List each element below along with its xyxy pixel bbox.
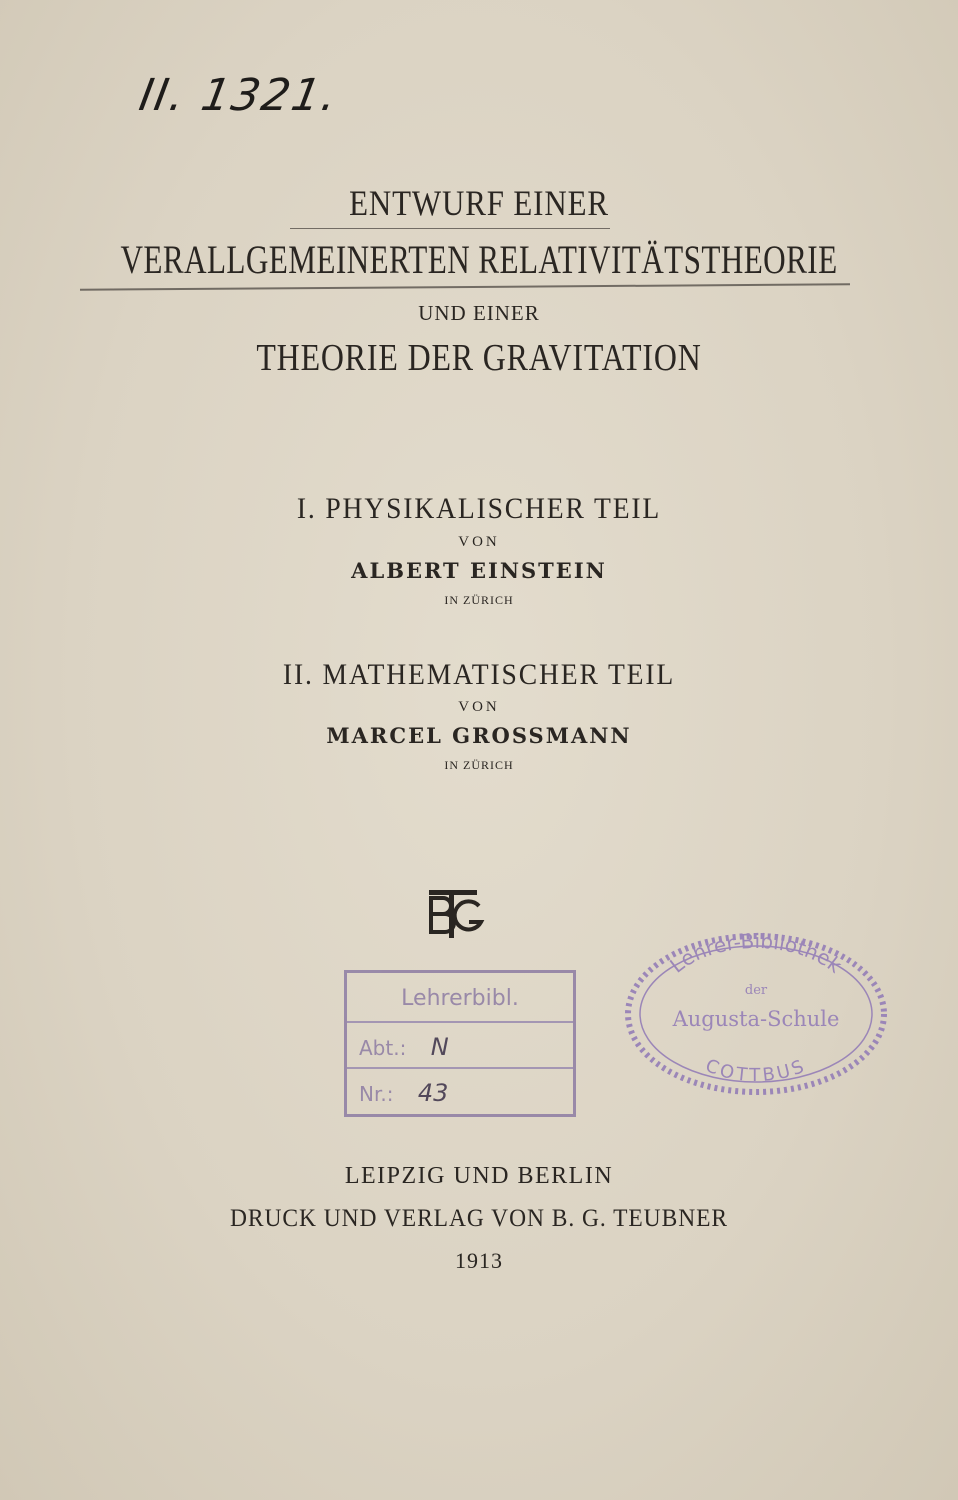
title-line-2: VERALLGEMEINERTEN RELATIVITÄTSTHEORIE bbox=[120, 237, 838, 282]
part-1-author: ALBERT EINSTEIN bbox=[351, 558, 607, 583]
pencil-underline-2 bbox=[80, 283, 850, 290]
part-1-heading: I. PHYSIKALISCHER TEIL bbox=[296, 492, 662, 525]
pencil-underline-1 bbox=[290, 228, 610, 229]
stamp-bottom-text: COTTBUS bbox=[702, 1055, 810, 1087]
title-line-4: THEORIE DER GRAVITATION bbox=[256, 337, 702, 379]
part-1-von: VON bbox=[458, 534, 500, 550]
part-2-von: VON bbox=[458, 699, 500, 715]
library-stamp-title: Lehrerbibl. bbox=[347, 973, 573, 1023]
publisher-imprint: DRUCK UND VERLAG VON B. G. TEUBNER bbox=[229, 1205, 729, 1232]
publication-year: 1913 bbox=[455, 1248, 503, 1273]
nr-value: 43 bbox=[417, 1079, 449, 1107]
title-line-3: UND EINER bbox=[418, 301, 540, 325]
part-2-location: IN ZÜRICH bbox=[444, 758, 514, 772]
publisher-place: LEIPZIG UND BERLIN bbox=[344, 1163, 614, 1189]
part-1-location: IN ZÜRICH bbox=[444, 593, 514, 607]
library-stamp-nr-row bbox=[347, 1069, 573, 1116]
handwritten-shelf-mark: II. 1321. bbox=[135, 70, 343, 121]
title-line-1: ENTWURF EINER bbox=[349, 183, 609, 223]
library-stamp-abt-row bbox=[347, 1021, 573, 1069]
stamp-middle-1: der bbox=[744, 983, 768, 998]
abt-label: Abt.: bbox=[359, 1036, 407, 1060]
nr-label: Nr.: bbox=[359, 1082, 394, 1106]
library-stamp bbox=[344, 970, 576, 1117]
bg-monogram-icon bbox=[425, 884, 485, 944]
school-stamp bbox=[620, 928, 892, 1100]
part-2-heading: II. MATHEMATISCHER TEIL bbox=[282, 658, 676, 691]
part-2-author: MARCEL GROSSMANN bbox=[326, 723, 632, 748]
stamp-top-text: Lehrer-Bibliothek bbox=[665, 928, 847, 978]
stamp-middle-2: Augusta-Schule bbox=[672, 1007, 840, 1031]
abt-value: N bbox=[430, 1033, 449, 1061]
